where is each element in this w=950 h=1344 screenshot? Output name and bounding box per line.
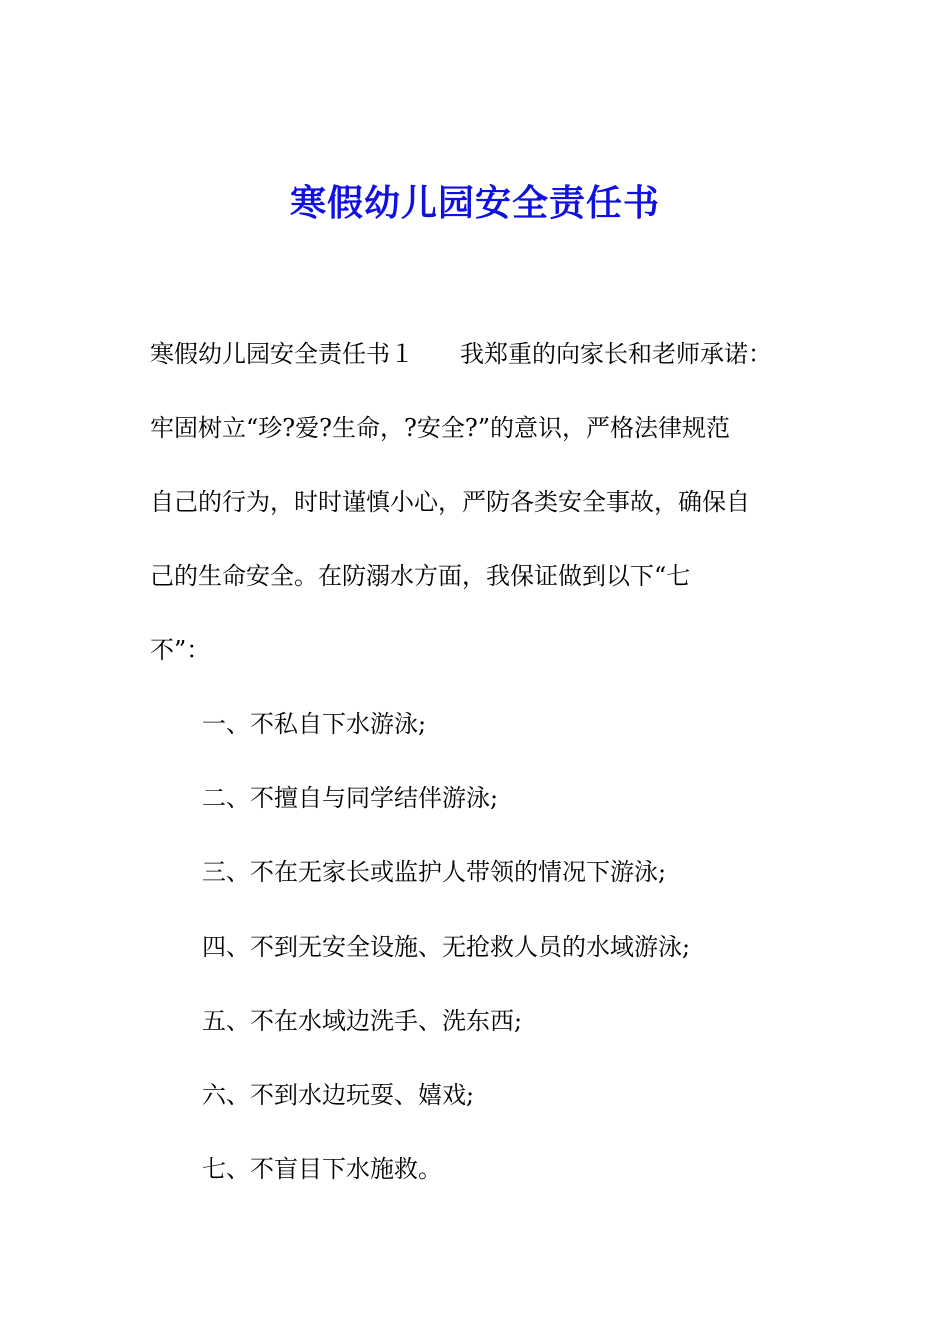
intro-paragraph [150, 336, 810, 706]
intro-line-3: 自己的行为，时时谨慎小心，严防各类安全事故，确保自 [150, 488, 750, 516]
rule-item-3: 三、不在无家长或监护人带领的情况下游泳; [202, 858, 667, 887]
rule-item-7: 七、不盲目下水施救。 [202, 1155, 442, 1184]
intro-heading: 寒假幼儿园安全责任书１ [150, 340, 414, 368]
rule-item-4: 四、不到无安全设施、无抢救人员的水域游泳; [202, 932, 691, 961]
rule-item-2: 二、不擅自与同学结伴游泳; [202, 784, 499, 813]
rules-list [202, 706, 802, 1225]
intro-line-5: 不”： [150, 636, 211, 664]
intro-line-4: 己的生命安全。在防溺水方面，我保证做到以下“七 [150, 562, 691, 590]
rule-item-5: 五、不在水域边洗手、洗东西; [202, 1006, 523, 1035]
intro-lead: 我郑重的向家长和老师承诺： [460, 340, 772, 368]
intro-line-1 [150, 336, 810, 410]
rule-item-6: 六、不到水边玩耍、嬉戏; [202, 1080, 475, 1109]
intro-line-2: 牢固树立“珍?爱?生命，?安全?”的意识，严格法律规范 [150, 414, 731, 442]
document-title: 寒假幼儿园安全责任书 [289, 182, 660, 224]
rule-item-1: 一、不私自下水游泳; [202, 710, 427, 738]
